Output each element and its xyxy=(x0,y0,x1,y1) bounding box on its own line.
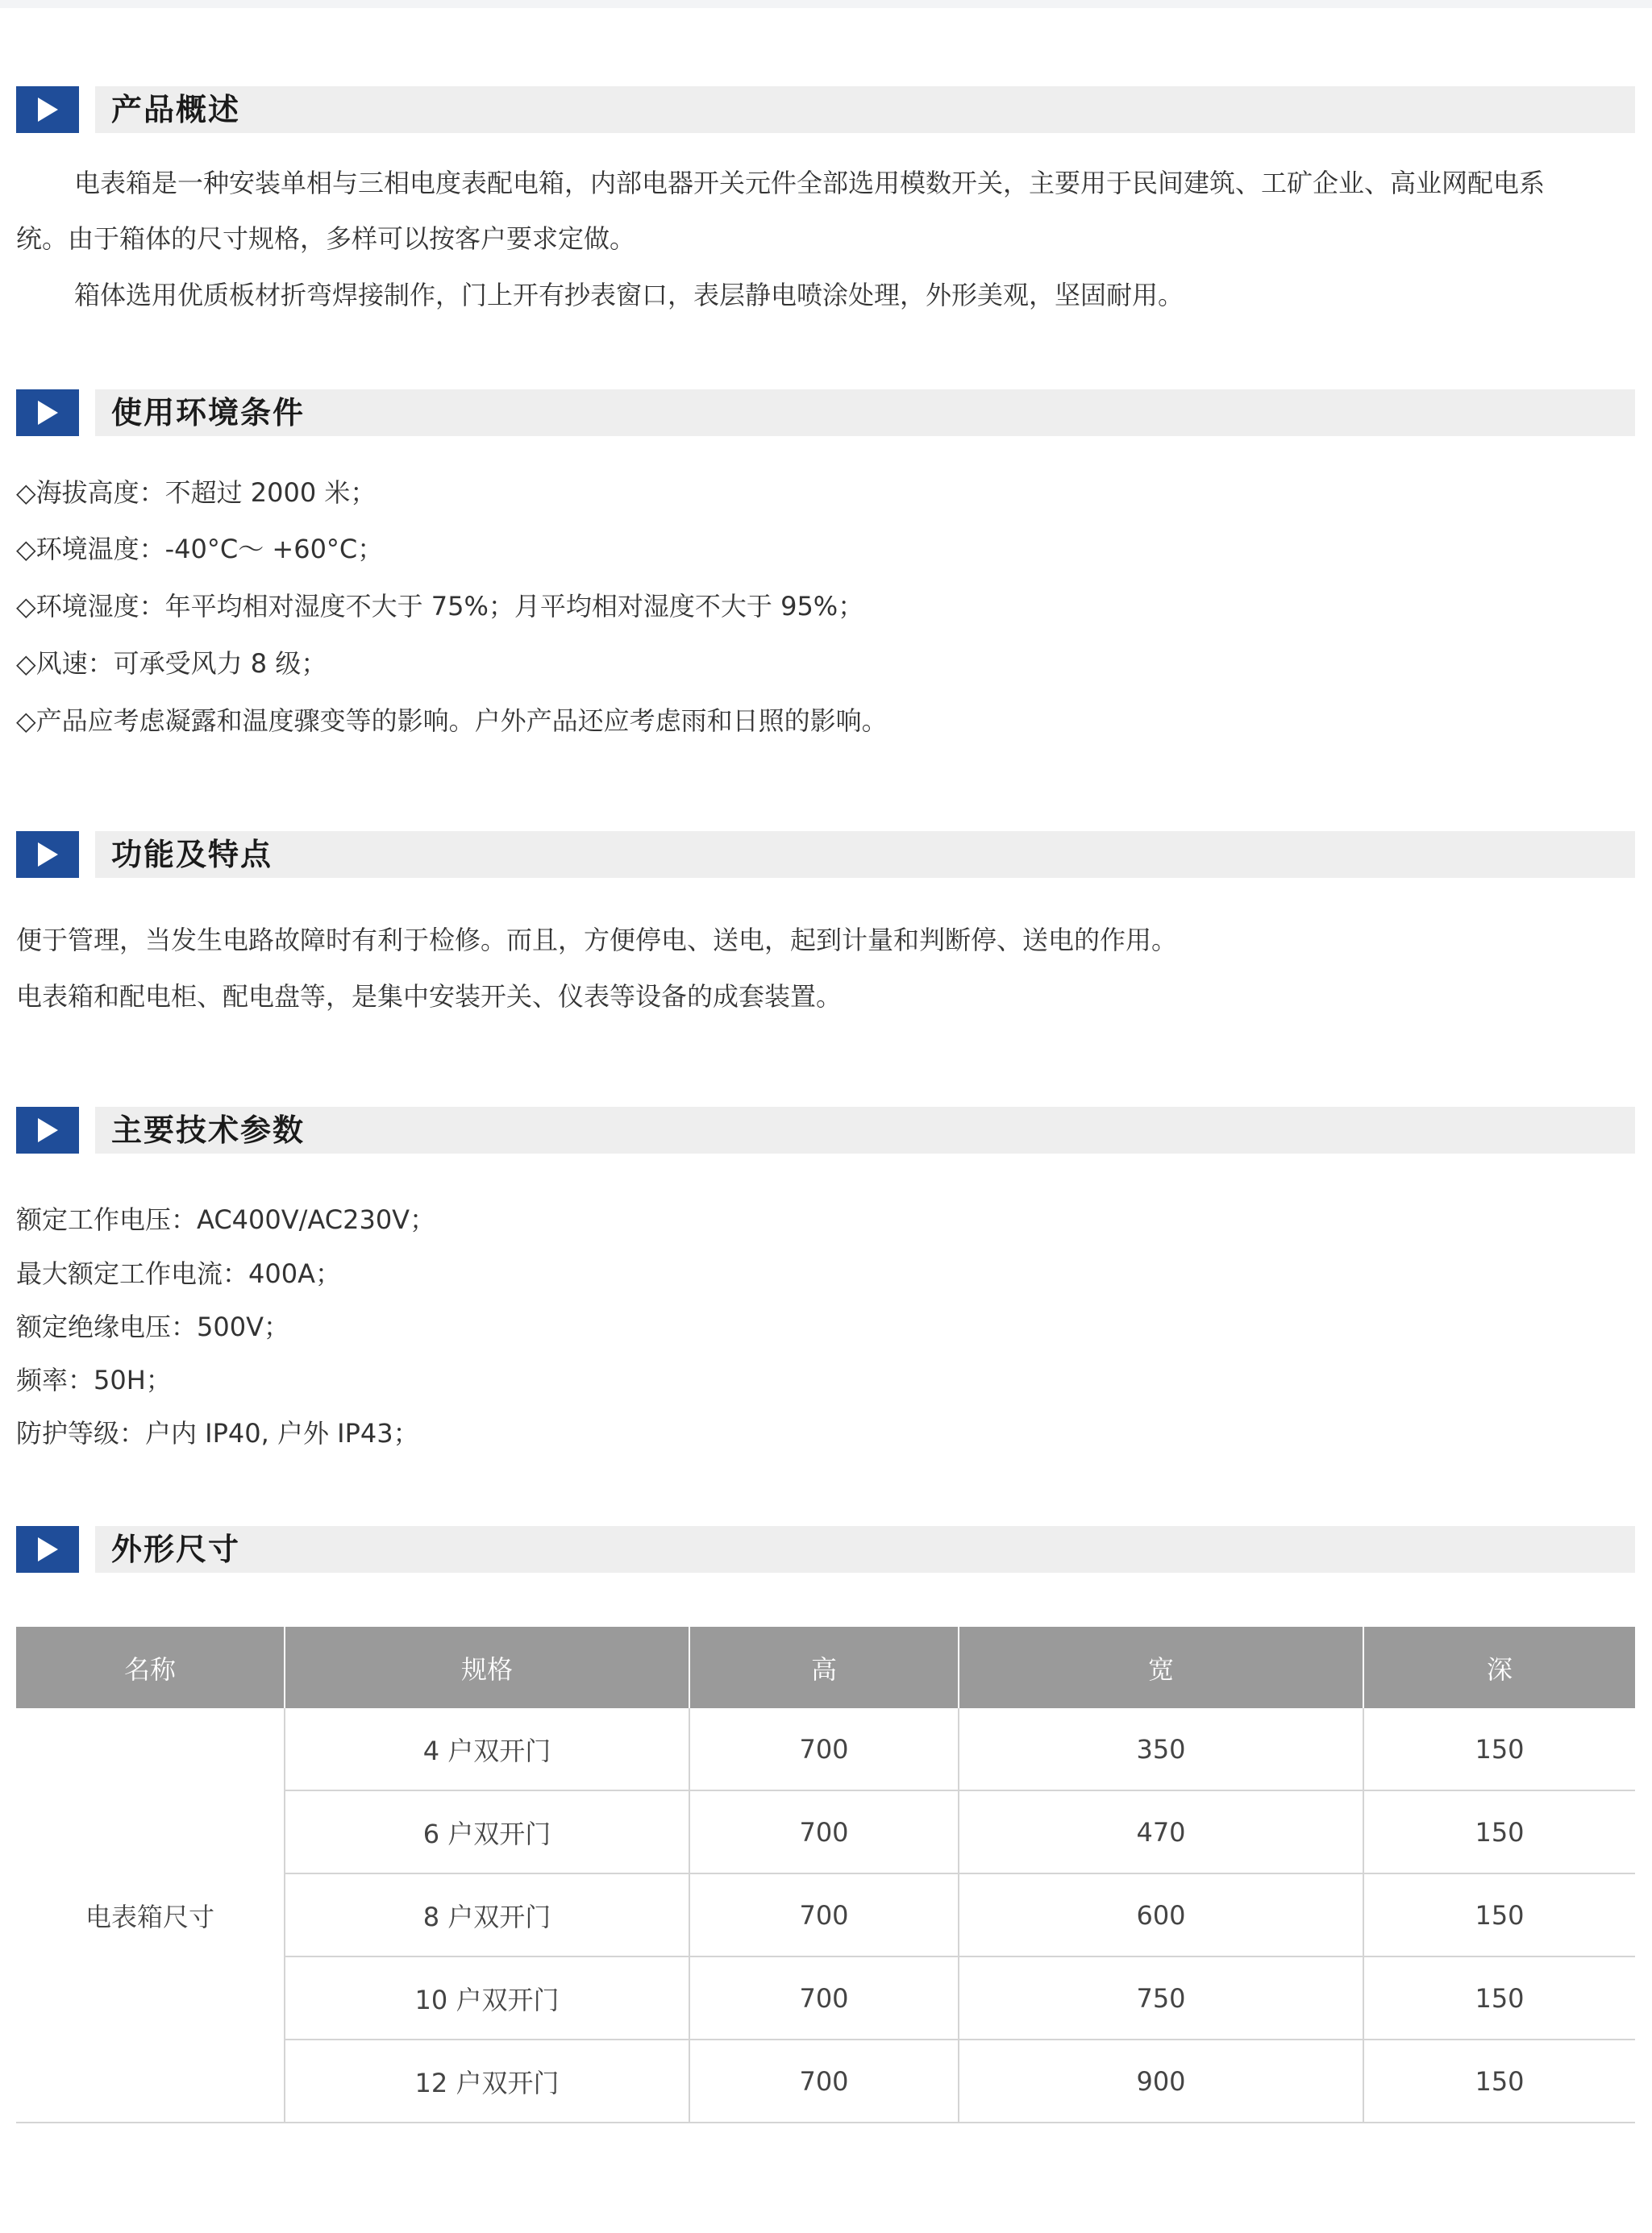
section-title-bar xyxy=(95,1526,1635,1573)
play-triangle-icon xyxy=(16,1526,79,1573)
header-width: 宽 xyxy=(959,1627,1363,1708)
table-header-row xyxy=(16,1627,1635,1708)
overview-paragraph-1-cont: 统。由于箱体的尺寸规格，多样可以按客户要求定做。 xyxy=(16,223,636,254)
spec-cell: 6 户双开门 xyxy=(285,1790,689,1873)
overview-paragraph-1: 电表箱是一种安装单相与三相电度表配电箱，内部电器开关元件全部选用模数开关，主要用于民间建筑、工矿企业、高业网配电系 xyxy=(74,168,1546,198)
section-title: 产品概述 xyxy=(111,92,241,127)
spec-item: 防护等级：户内 IP40, 户外 IP43； xyxy=(16,1418,419,1449)
spec-item: 额定工作电压：AC400V/AC230V； xyxy=(16,1204,436,1235)
environment-item: ◇风速：可承受风力 8 级； xyxy=(16,648,327,679)
section-header-dimensions xyxy=(16,1526,1635,1573)
header-spec: 规格 xyxy=(285,1627,689,1708)
depth-cell: 150 xyxy=(1363,1790,1635,1873)
section-title: 主要技术参数 xyxy=(111,1112,306,1148)
section-marker xyxy=(16,1107,79,1154)
play-triangle-icon xyxy=(16,1107,79,1154)
top-divider xyxy=(0,0,1652,8)
depth-cell: 150 xyxy=(1363,2040,1635,2123)
section-title: 功能及特点 xyxy=(111,837,273,872)
environment-item: ◇海拔高度：不超过 2000 米； xyxy=(16,477,377,508)
header-depth: 深 xyxy=(1363,1627,1635,1708)
section-header-overview xyxy=(16,86,1635,133)
height-cell: 700 xyxy=(689,1708,959,1790)
section-title: 外形尺寸 xyxy=(111,1532,241,1567)
width-cell: 350 xyxy=(959,1708,1363,1790)
features-item: 便于管理，当发生电路故障时有利于检修。而且，方便停电、送电，起到计量和判断停、送电的作用。 xyxy=(16,925,1178,955)
section-title-bar xyxy=(95,1107,1635,1154)
spec-cell: 4 户双开门 xyxy=(285,1708,689,1790)
width-cell: 470 xyxy=(959,1790,1363,1873)
section-title-bar xyxy=(95,86,1635,133)
play-triangle-icon xyxy=(16,86,79,133)
features-item: 电表箱和配电柜、配电盘等，是集中安装开关、仪表等设备的成套装置。 xyxy=(16,981,843,1012)
environment-item: ◇产品应考虑凝露和温度骤变等的影响。户外产品还应考虑雨和日照的影响。 xyxy=(16,705,888,736)
section-header-environment xyxy=(16,389,1635,436)
spec-item: 频率：50H； xyxy=(16,1365,172,1395)
overview-paragraph-2: 箱体选用优质板材折弯焊接制作，门上开有抄表窗口，表层静电喷涂处理，外形美观，坚固耐用。 xyxy=(74,280,1184,310)
play-triangle-icon xyxy=(16,831,79,878)
header-height: 高 xyxy=(689,1627,959,1708)
section-header-features xyxy=(16,831,1635,878)
height-cell: 700 xyxy=(689,1790,959,1873)
play-triangle-icon xyxy=(16,389,79,436)
width-cell: 900 xyxy=(959,2040,1363,2123)
height-cell: 700 xyxy=(689,1873,959,1956)
header-name: 名称 xyxy=(16,1627,285,1708)
environment-item: ◇环境温度：-40°C～ +60°C； xyxy=(16,534,384,564)
height-cell: 700 xyxy=(689,2040,959,2123)
section-title-bar xyxy=(95,389,1635,436)
spec-cell: 10 户双开门 xyxy=(285,1956,689,2040)
spec-item: 最大额定工作电流：400A； xyxy=(16,1258,341,1289)
section-title-bar xyxy=(95,831,1635,878)
spec-cell: 8 户双开门 xyxy=(285,1873,689,1956)
table-row xyxy=(16,1708,1635,1790)
depth-cell: 150 xyxy=(1363,1873,1635,1956)
section-header-specs xyxy=(16,1107,1635,1154)
depth-cell: 150 xyxy=(1363,1708,1635,1790)
group-name-cell: 电表箱尺寸 xyxy=(16,1708,285,2123)
depth-cell: 150 xyxy=(1363,1956,1635,2040)
section-marker xyxy=(16,86,79,133)
section-marker xyxy=(16,831,79,878)
section-marker xyxy=(16,389,79,436)
section-title: 使用环境条件 xyxy=(111,395,306,430)
section-marker xyxy=(16,1526,79,1573)
width-cell: 600 xyxy=(959,1873,1363,1956)
spec-cell: 12 户双开门 xyxy=(285,2040,689,2123)
height-cell: 700 xyxy=(689,1956,959,2040)
spec-item: 额定绝缘电压：500V； xyxy=(16,1312,289,1342)
width-cell: 750 xyxy=(959,1956,1363,2040)
dimensions-table xyxy=(16,1627,1635,2123)
environment-item: ◇环境湿度：年平均相对湿度不大于 75%；月平均相对湿度不大于 95%； xyxy=(16,591,864,622)
